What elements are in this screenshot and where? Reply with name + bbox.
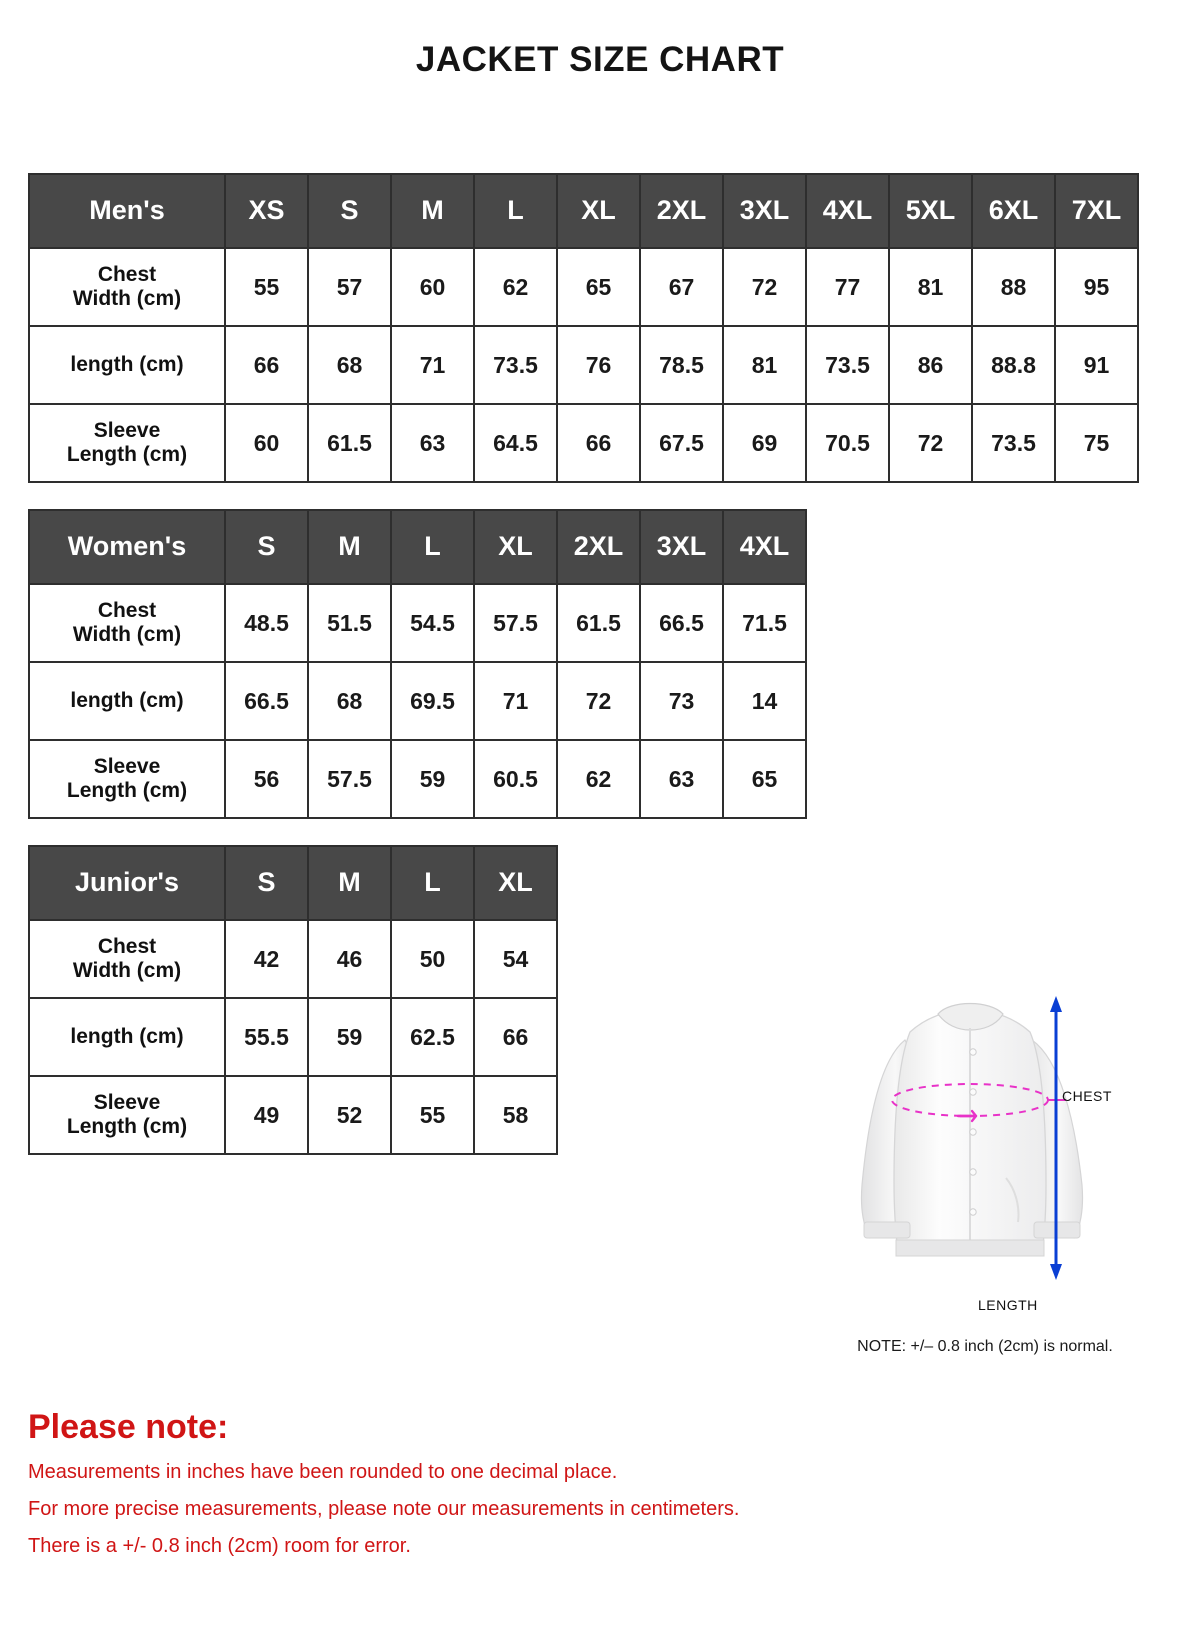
row-label-length bbox=[29, 326, 225, 404]
cell: 65 bbox=[723, 740, 806, 818]
size-header-m: M bbox=[308, 846, 391, 920]
table-header-row bbox=[29, 510, 806, 584]
size-header-xs: XS bbox=[225, 174, 308, 248]
mens-header-label: Men's bbox=[29, 174, 225, 248]
size-header-4xl: 4XL bbox=[806, 174, 889, 248]
size-header-m: M bbox=[308, 510, 391, 584]
juniors-header-label: Junior's bbox=[29, 846, 225, 920]
row-label-sleeve-length bbox=[29, 740, 225, 818]
size-header-s: S bbox=[225, 846, 308, 920]
table-row bbox=[29, 326, 1138, 404]
cell: 75 bbox=[1055, 404, 1138, 482]
table-row bbox=[29, 998, 557, 1076]
size-header-3xl: 3XL bbox=[723, 174, 806, 248]
row-label-line2: Length (cm) bbox=[66, 443, 188, 466]
row-label-line1: Sleeve bbox=[93, 418, 161, 442]
cell: 72 bbox=[723, 248, 806, 326]
row-label-chest-width bbox=[29, 920, 225, 998]
size-header-m: M bbox=[391, 174, 474, 248]
cell: 91 bbox=[1055, 326, 1138, 404]
page-title: JACKET SIZE CHART bbox=[415, 40, 785, 79]
cell: 58 bbox=[474, 1076, 557, 1154]
table-header-row bbox=[29, 174, 1138, 248]
cell: 66.5 bbox=[640, 584, 723, 662]
size-header-s: S bbox=[308, 174, 391, 248]
cell: 67 bbox=[640, 248, 723, 326]
row-label-line1: Chest bbox=[97, 262, 157, 286]
cell: 59 bbox=[308, 998, 391, 1076]
row-label-line2: Length (cm) bbox=[66, 779, 188, 802]
size-header-2xl: 2XL bbox=[557, 510, 640, 584]
cell: 46 bbox=[308, 920, 391, 998]
cell: 66 bbox=[557, 404, 640, 482]
table-row bbox=[29, 404, 1138, 482]
size-header-l: L bbox=[391, 510, 474, 584]
table-header-row bbox=[29, 846, 557, 920]
row-label-line2: Width (cm) bbox=[72, 959, 182, 982]
cell: 65 bbox=[557, 248, 640, 326]
tolerance-note: NOTE: +/– 0.8 inch (2cm) is normal. bbox=[857, 1338, 1113, 1355]
cell: 81 bbox=[889, 248, 972, 326]
cell: 71 bbox=[391, 326, 474, 404]
cell: 66 bbox=[225, 326, 308, 404]
length-label: LENGTH bbox=[978, 1297, 1038, 1313]
row-label-line1: Sleeve bbox=[93, 1090, 161, 1114]
cell: 56 bbox=[225, 740, 308, 818]
cell: 68 bbox=[308, 326, 391, 404]
cell: 69 bbox=[723, 404, 806, 482]
cell: 66.5 bbox=[225, 662, 308, 740]
cell: 57.5 bbox=[308, 740, 391, 818]
size-header-l: L bbox=[474, 174, 557, 248]
cell: 62 bbox=[474, 248, 557, 326]
size-header-6xl: 6XL bbox=[972, 174, 1055, 248]
juniors-size-table bbox=[28, 845, 558, 1155]
cell: 66 bbox=[474, 998, 557, 1076]
cell: 95 bbox=[1055, 248, 1138, 326]
row-label-length bbox=[29, 662, 225, 740]
cell: 76 bbox=[557, 326, 640, 404]
row-label-sleeve-length bbox=[29, 404, 225, 482]
size-header-xl: XL bbox=[557, 174, 640, 248]
size-header-xl: XL bbox=[474, 510, 557, 584]
row-label-chest-width bbox=[29, 248, 225, 326]
cell: 73.5 bbox=[972, 404, 1055, 482]
cell: 51.5 bbox=[308, 584, 391, 662]
cell: 72 bbox=[889, 404, 972, 482]
row-label-chest-width bbox=[29, 584, 225, 662]
please-note-block bbox=[28, 1408, 1028, 1572]
cell: 68 bbox=[308, 662, 391, 740]
cell: 55 bbox=[391, 1076, 474, 1154]
chest-label: CHEST bbox=[1062, 1088, 1112, 1104]
cell: 61.5 bbox=[557, 584, 640, 662]
row-label-line2: Width (cm) bbox=[72, 287, 182, 310]
cell: 55 bbox=[225, 248, 308, 326]
cell: 77 bbox=[806, 248, 889, 326]
cell: 73.5 bbox=[474, 326, 557, 404]
cell: 70.5 bbox=[806, 404, 889, 482]
measurement-illustration bbox=[800, 970, 1170, 1380]
cell: 50 bbox=[391, 920, 474, 998]
cell: 73 bbox=[640, 662, 723, 740]
cell: 59 bbox=[391, 740, 474, 818]
cell: 62 bbox=[557, 740, 640, 818]
table-row bbox=[29, 920, 557, 998]
size-header-5xl: 5XL bbox=[889, 174, 972, 248]
row-label-line2: Length (cm) bbox=[66, 1115, 188, 1138]
size-header-7xl: 7XL bbox=[1055, 174, 1138, 248]
cell: 60 bbox=[225, 404, 308, 482]
size-header-3xl: 3XL bbox=[640, 510, 723, 584]
cell: 62.5 bbox=[391, 998, 474, 1076]
jacket-icon bbox=[810, 970, 1140, 1290]
cell: 63 bbox=[640, 740, 723, 818]
cell: 60 bbox=[391, 248, 474, 326]
cell: 52 bbox=[308, 1076, 391, 1154]
cell: 72 bbox=[557, 662, 640, 740]
row-label-line1: length (cm) bbox=[70, 352, 184, 376]
cell: 57 bbox=[308, 248, 391, 326]
row-label-line2: Width (cm) bbox=[72, 623, 182, 646]
table-row bbox=[29, 248, 1138, 326]
mens-size-table bbox=[28, 173, 1139, 483]
cell: 73.5 bbox=[806, 326, 889, 404]
cell: 88.8 bbox=[972, 326, 1055, 404]
size-header-s: S bbox=[225, 510, 308, 584]
please-note-line-3: There is a +/- 0.8 inch (2cm) room for error. bbox=[28, 1535, 411, 1557]
size-header-l: L bbox=[391, 846, 474, 920]
please-note-line-2: For more precise measurements, please note our measurements in centimeters. bbox=[28, 1498, 740, 1520]
size-header-xl: XL bbox=[474, 846, 557, 920]
cell: 67.5 bbox=[640, 404, 723, 482]
cell: 49 bbox=[225, 1076, 308, 1154]
cell: 69.5 bbox=[391, 662, 474, 740]
cell: 14 bbox=[723, 662, 806, 740]
cell: 78.5 bbox=[640, 326, 723, 404]
please-note-line-1: Measurements in inches have been rounded to one decimal place. bbox=[28, 1461, 618, 1483]
row-label-line1: length (cm) bbox=[70, 1024, 184, 1048]
cell: 61.5 bbox=[308, 404, 391, 482]
table-row bbox=[29, 662, 806, 740]
cell: 71.5 bbox=[723, 584, 806, 662]
cell: 57.5 bbox=[474, 584, 557, 662]
cell: 48.5 bbox=[225, 584, 308, 662]
size-header-4xl: 4XL bbox=[723, 510, 806, 584]
row-label-line1: length (cm) bbox=[70, 688, 184, 712]
cell: 55.5 bbox=[225, 998, 308, 1076]
womens-size-table bbox=[28, 509, 807, 819]
cell: 81 bbox=[723, 326, 806, 404]
row-label-length bbox=[29, 998, 225, 1076]
cell: 54.5 bbox=[391, 584, 474, 662]
cell: 54 bbox=[474, 920, 557, 998]
table-row bbox=[29, 584, 806, 662]
please-note-heading: Please note: bbox=[28, 1408, 229, 1446]
cell: 88 bbox=[972, 248, 1055, 326]
row-label-line1: Sleeve bbox=[93, 754, 161, 778]
size-header-2xl: 2XL bbox=[640, 174, 723, 248]
womens-header-label: Women's bbox=[29, 510, 225, 584]
cell: 86 bbox=[889, 326, 972, 404]
row-label-line1: Chest bbox=[97, 598, 157, 622]
row-label-sleeve-length bbox=[29, 1076, 225, 1154]
cell: 64.5 bbox=[474, 404, 557, 482]
cell: 60.5 bbox=[474, 740, 557, 818]
jacket-graphic bbox=[810, 970, 1140, 1313]
cell: 71 bbox=[474, 662, 557, 740]
row-label-line1: Chest bbox=[97, 934, 157, 958]
cell: 42 bbox=[225, 920, 308, 998]
cell: 63 bbox=[391, 404, 474, 482]
table-row bbox=[29, 740, 806, 818]
table-row bbox=[29, 1076, 557, 1154]
